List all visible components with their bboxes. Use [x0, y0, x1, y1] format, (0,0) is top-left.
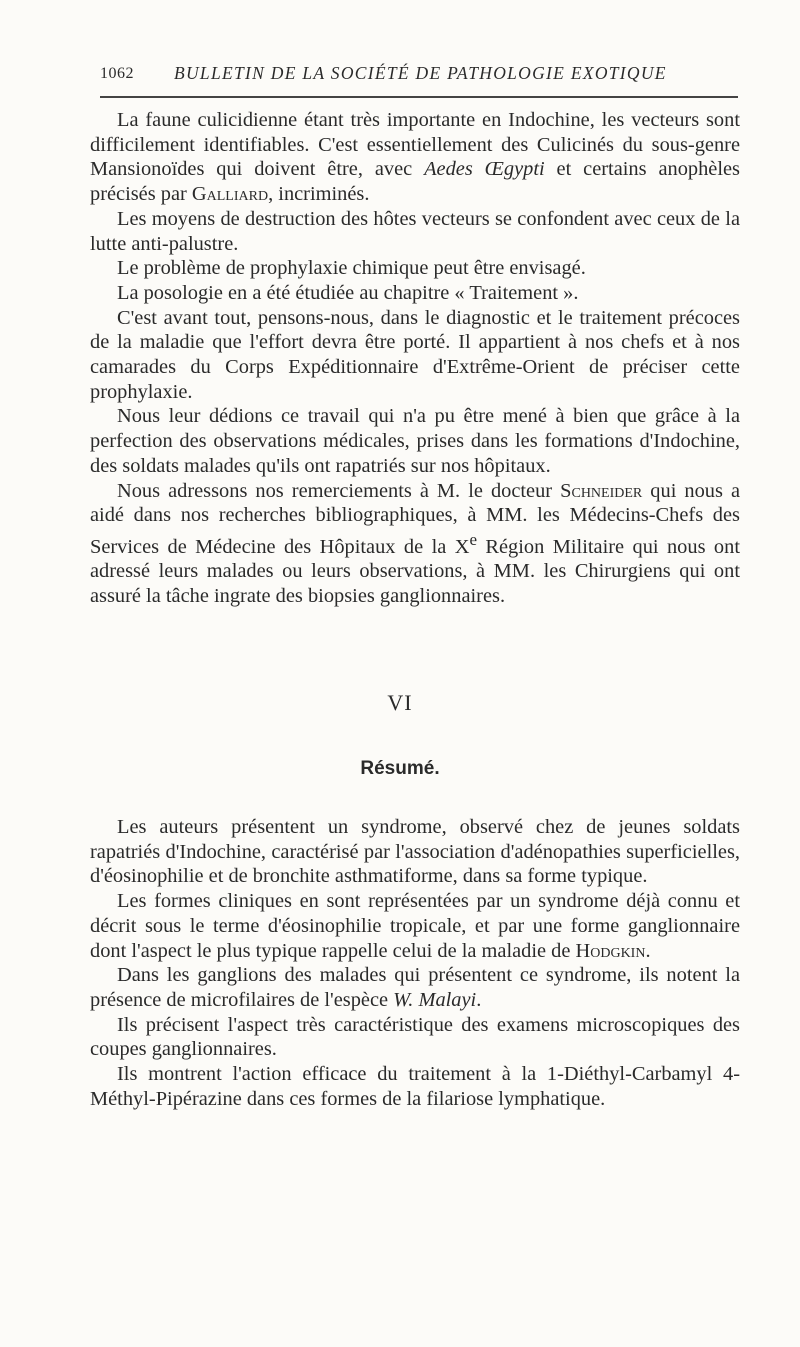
author-name: Galliard	[191, 183, 269, 206]
section-number: VI	[387, 690, 413, 715]
paragraph-treatment: Ils montrent l'action efficace du traitement à la 1-Diéthyl-Carbamyl 4-Méthyl-Pipérazine dans ces formes de la filariose lymphatique.	[90, 1063, 740, 1110]
paragraph-vectors	[90, 108, 740, 207]
paragraph-syndrome: Les auteurs présentent un syndrome, observé chez de jeunes soldats rapatriés d'Indochine, caractérisé par l'association d'adénopathies superficielles, d'éosinophilie et de bronchite asthmatiforme, dans sa forme typique.	[90, 816, 740, 888]
text-run: Les formes cliniques en sont représentées par un syndrome déjà connu et décrit sous le terme d'éosinophilie tropicale, et par une forme ganglionnaire dont l'aspect le plus typique rappelle celui de la maladie de	[90, 890, 740, 962]
text-run: Nous adressons nos remerciements à M. le docteur	[117, 479, 561, 502]
text-block-summary	[90, 815, 740, 1111]
superscript: e	[469, 529, 477, 549]
text-run: .	[476, 988, 482, 1011]
paragraph-destruction: Les moyens de destruction des hôtes vecteurs se confondent avec ceux de la lutte anti-palustre.	[90, 207, 740, 255]
paragraph-prophylaxis: Le problème de prophylaxie chimique peut être envisagé.	[117, 257, 586, 280]
author-name: Hodgkin	[575, 939, 646, 962]
species-name: Aedes Œgypti	[424, 158, 545, 181]
species-name: W. Malayi	[393, 988, 477, 1011]
paragraph-clinical-forms	[90, 889, 740, 963]
text-run: qui nous a aidé dans nos recherches bibliographiques, à MM. les Médecins-Chefs des Services de Médecine des Hôpitaux de la X	[90, 479, 741, 558]
paragraph-thanks	[90, 479, 740, 609]
text-block-conclusion	[90, 108, 740, 609]
text-run: , incriminés.	[268, 183, 370, 206]
text-run: et certains anophèles précisés par	[90, 158, 740, 206]
section-title: Résumé.	[360, 758, 440, 779]
paragraph-ganglions	[90, 963, 740, 1012]
text-run: Dans les ganglions des malades qui présentent ce syndrome, ils notent la présence de microfilaires de l'espèce	[90, 964, 740, 1011]
header-rule	[100, 96, 738, 98]
paragraph-microscopy: Ils précisent l'aspect très caractéristique des examens microscopiques des coupes ganglionnaires.	[90, 1013, 740, 1061]
page-header	[100, 62, 740, 92]
running-head: BULLETIN DE LA SOCIÉTÉ DE PATHOLOGIE EXOTIQUE	[174, 63, 667, 83]
text-run: Région Militaire qui nous ont adressé leurs malades ou leurs observations, à MM. les Chirurgiens qui ont assuré la tâche ingrate des biopsies ganglionnaires.	[90, 535, 740, 608]
paragraph-dedication: Nous leur dédions ce travail qui n'a pu être mené à bien que grâce à la perfection des observations médicales, prises dans les formations d'Indochine, des soldats malades qu'ils ont rapatriés sur nos hôpitaux.	[90, 405, 740, 477]
paragraph-diagnosis: C'est avant tout, pensons-nous, dans le diagnostic et le traitement précoces de la maladie que l'effort devra être porté. Il appartient à nos chefs et à nos camarades du Corps Expéditionnaire d'Extrême-Orient de préciser cette prophylaxie.	[90, 306, 740, 403]
page-number: 1062	[100, 65, 134, 82]
paragraph-posology: La posologie en a été étudiée au chapitre « Traitement ».	[117, 281, 579, 304]
text-run: La faune culicidienne étant très importante en Indochine, les vecteurs sont difficilement identifiables. C'est essentiellement des Culicinés du sous-genre Mansionoïdes qui doivent être, avec	[90, 109, 740, 181]
author-name: Schneider	[560, 479, 643, 502]
text-run: .	[645, 939, 651, 962]
